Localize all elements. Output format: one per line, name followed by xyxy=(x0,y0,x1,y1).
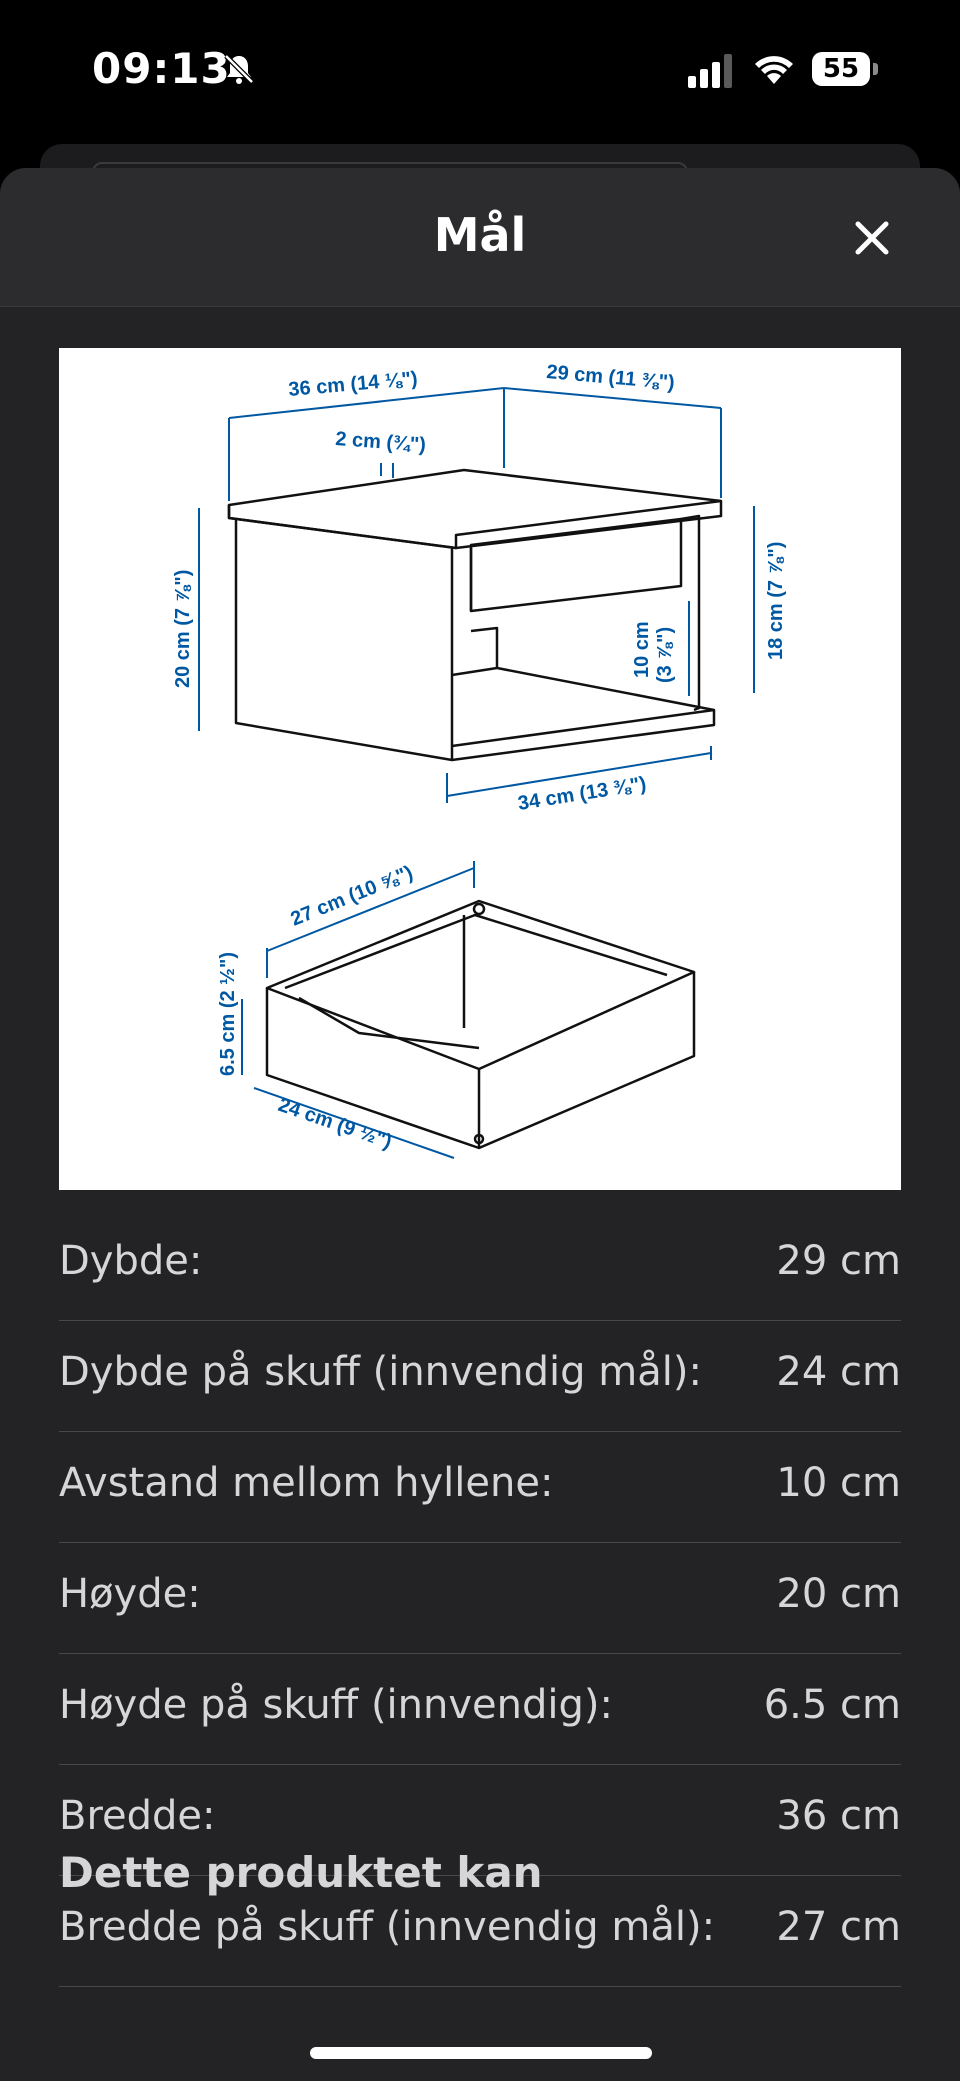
dimension-label: Høyde på skuff (innvendig): xyxy=(59,1682,613,1728)
label-side-height: 18 cm (7 ⅞") xyxy=(765,541,787,660)
dimension-value: 27 cm xyxy=(776,1904,901,1950)
dimension-value: 6.5 cm xyxy=(763,1682,901,1728)
signal-icon xyxy=(688,54,732,88)
dimension-row xyxy=(59,1654,901,1765)
label-bottom-width: 34 cm (13 ⅜") xyxy=(516,772,648,815)
label-shelf-gap-cm: 10 cm xyxy=(631,621,653,678)
dimension-label: Bredde: xyxy=(59,1793,216,1839)
status-bar xyxy=(0,0,960,140)
dimension-row xyxy=(59,1321,901,1432)
dimension-value: 10 cm xyxy=(776,1460,901,1506)
close-icon[interactable] xyxy=(848,214,896,262)
dimension-row xyxy=(59,1432,901,1543)
battery-icon xyxy=(812,52,878,88)
dimension-label: Bredde på skuff (innvendig mål): xyxy=(59,1904,716,1950)
label-overhang: 2 cm (¾") xyxy=(334,428,427,457)
dimension-label: Dybde på skuff (innvendig mål): xyxy=(59,1349,702,1395)
label-top-depth: 29 cm (11 ⅜") xyxy=(545,361,676,395)
nightstand-drawing xyxy=(229,470,721,760)
dimension-row xyxy=(59,1210,901,1321)
sheet-header xyxy=(0,168,960,307)
bell-slash-icon xyxy=(222,52,256,86)
dimensions-sheet xyxy=(0,168,960,2081)
label-shelf-gap-in: (3 ⅞") xyxy=(654,626,676,683)
dimension-value: 36 cm xyxy=(776,1793,901,1839)
label-drawer-width: 27 cm (10 ⅝") xyxy=(287,861,417,931)
dimension-diagram xyxy=(59,348,901,1190)
dimension-value: 20 cm xyxy=(776,1571,901,1617)
dimension-row xyxy=(59,1543,901,1654)
sheet-title: Mål xyxy=(433,208,527,262)
battery-level: 55 xyxy=(822,54,860,84)
label-top-width: 36 cm (14 ⅛") xyxy=(287,367,419,401)
section-heading: Dette produktet kan xyxy=(59,1848,543,1897)
dimension-value: 24 cm xyxy=(776,1349,901,1395)
label-drawer-height: 6.5 cm (2 ½") xyxy=(217,952,239,1076)
label-height: 20 cm (7 ⅞") xyxy=(172,569,194,688)
wifi-icon xyxy=(752,50,796,86)
status-time: 09:13 xyxy=(92,44,231,93)
dimension-lines xyxy=(199,388,754,1158)
label-drawer-depth: 24 cm (9 ½") xyxy=(275,1093,395,1154)
home-indicator[interactable] xyxy=(310,2047,652,2059)
dimension-label: Dybde: xyxy=(59,1238,203,1284)
dimension-label: Høyde: xyxy=(59,1571,201,1617)
dimension-diagram-svg xyxy=(59,348,901,1190)
dimension-label: Avstand mellom hyllene: xyxy=(59,1460,554,1506)
dimension-value: 29 cm xyxy=(776,1238,901,1284)
